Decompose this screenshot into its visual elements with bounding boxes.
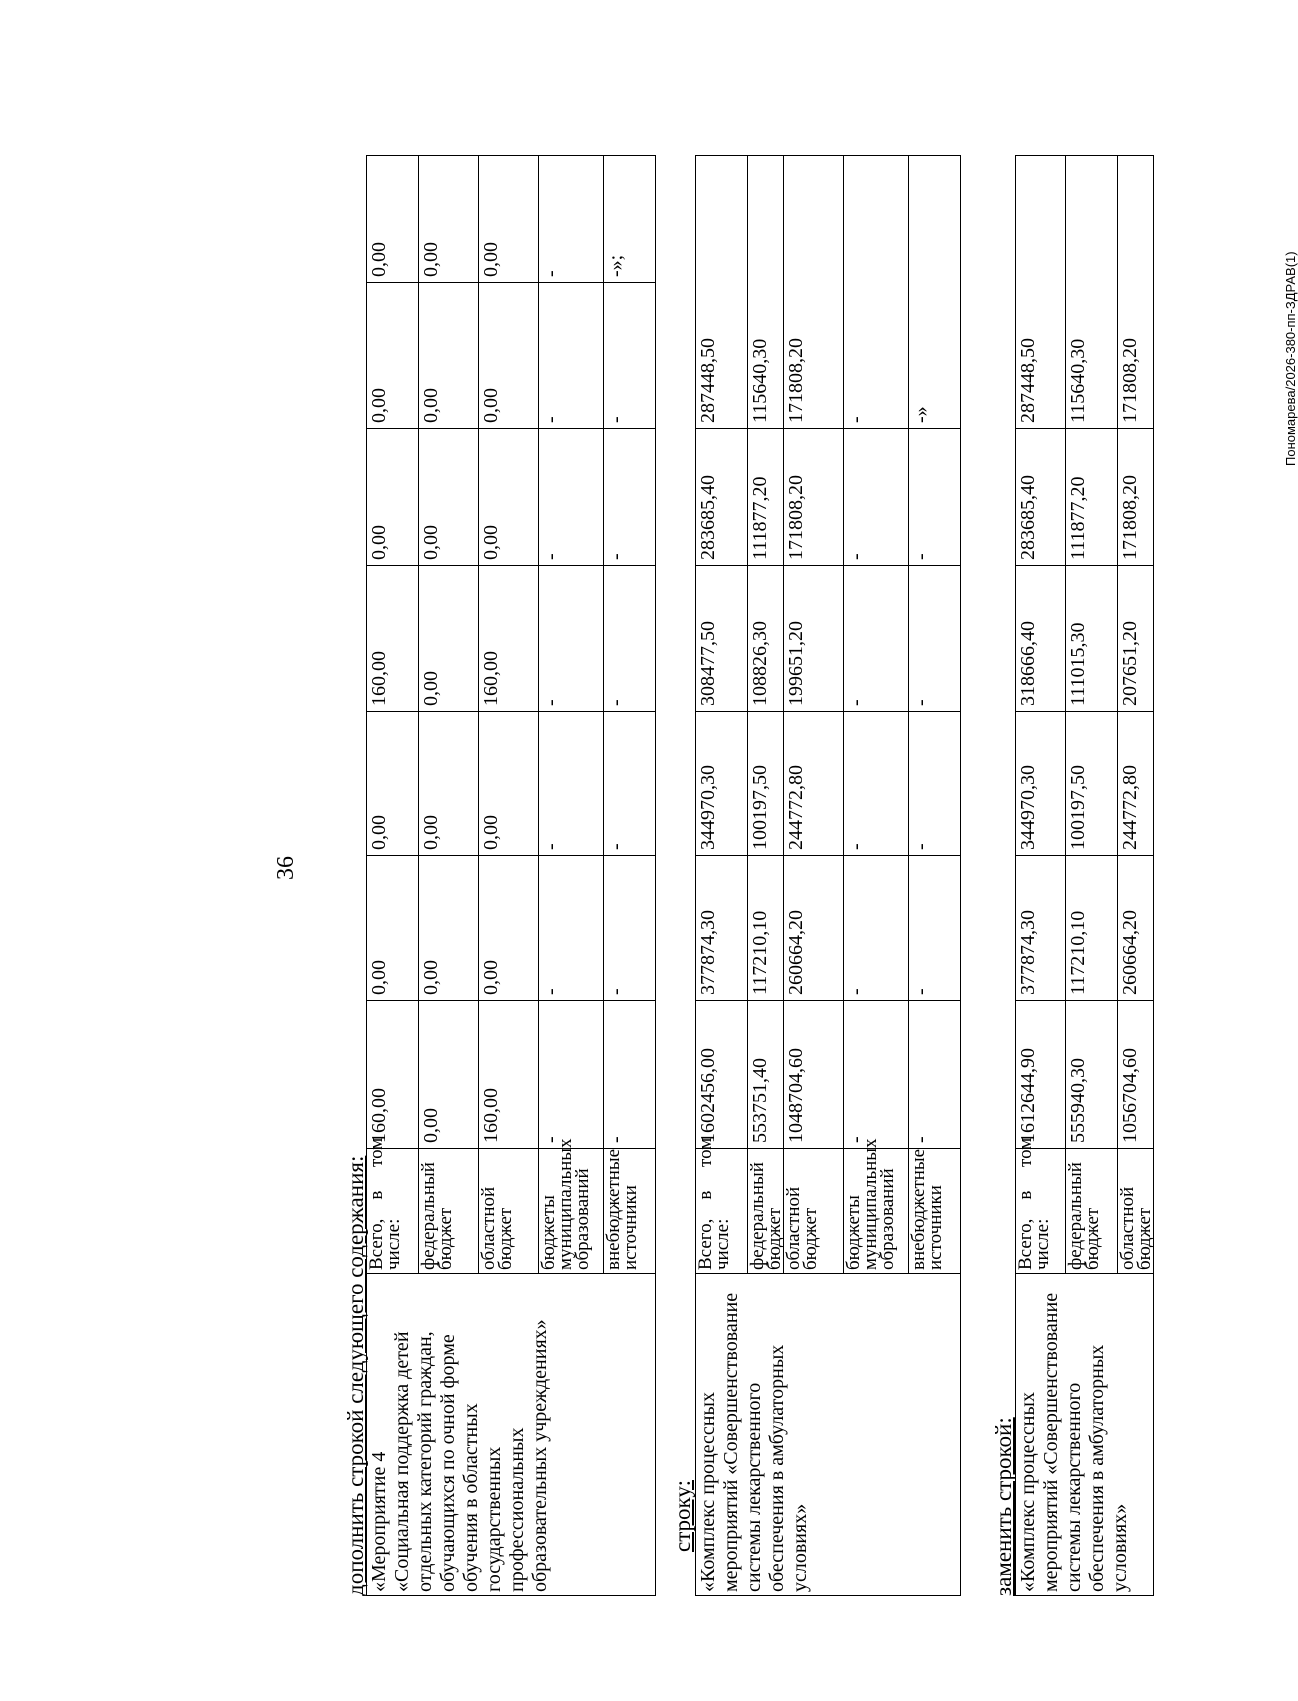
caption-replace: заменить строкой: — [991, 1417, 1016, 1596]
value-cell: - — [539, 1001, 604, 1149]
caption-add: дополнить строкой следующего содержания: — [343, 1155, 368, 1596]
value-cell: 100197,50 — [1066, 712, 1118, 856]
funding-source-cell: Всего, в том числе: — [696, 1149, 748, 1274]
value-cell: 0,00 — [367, 283, 419, 429]
value-cell: - — [844, 712, 909, 856]
funding-source-cell: бюджеты муниципальных образований — [539, 1149, 604, 1274]
value-cell: - — [539, 429, 604, 566]
value-cell: 344970,30 — [1016, 712, 1066, 856]
value-cell: - — [604, 1001, 656, 1149]
value-cell: 160,00 — [479, 1001, 539, 1149]
value-cell: 1612644,90 — [1016, 1001, 1066, 1149]
funding-source-cell: бюджеты муниципальных образований — [844, 1149, 909, 1274]
value-cell: 111877,20 — [1066, 429, 1118, 566]
value-cell: 0,00 — [419, 566, 479, 712]
value-cell: 171808,20 — [1118, 429, 1154, 566]
value-cell: 244772,80 — [1118, 712, 1154, 856]
value-cell: - — [909, 566, 961, 712]
value-cell: 0,00 — [419, 712, 479, 856]
value-cell: - — [844, 429, 909, 566]
value-cell: - — [604, 712, 656, 856]
funding-source-cell: федеральный бюджет — [419, 1149, 479, 1274]
value-cell: 0,00 — [479, 856, 539, 1001]
value-cell: 117210,10 — [1066, 856, 1118, 1001]
value-cell: - — [909, 429, 961, 566]
event-title-cell: «Мероприятие 4 «Социальная поддержка детей отдельных категорий граждан, обучающихся по очной форме обучения в областных государственных профессиональных образовательных учреждениях» — [367, 1274, 656, 1596]
rotated-content — [174, 156, 1298, 1596]
value-cell: 0,00 — [367, 712, 419, 856]
value-cell: 260664,20 — [1118, 856, 1154, 1001]
value-cell: 115640,30 — [748, 156, 784, 429]
value-cell: 207651,20 — [1118, 566, 1154, 712]
value-cell: 111877,20 — [748, 429, 784, 566]
value-cell: 1056704,60 — [1118, 1001, 1154, 1149]
value-cell: 260664,20 — [784, 856, 844, 1001]
value-cell: - — [604, 566, 656, 712]
value-cell: 0,00 — [419, 429, 479, 566]
value-cell: - — [909, 1001, 961, 1149]
funding-source-cell: внебюджетные источники — [604, 1149, 656, 1274]
value-cell: 1602456,00 — [696, 1001, 748, 1149]
event-title-cell: «Комплекс процессных мероприятий «Совершенствование системы лекарственного обеспечения в амбулаторных условиях» — [696, 1274, 961, 1596]
table-replacement-row — [1015, 155, 1154, 1596]
table-old-row — [695, 155, 961, 1596]
value-cell: 377874,30 — [1016, 856, 1066, 1001]
value-cell: 0,00 — [419, 283, 479, 429]
value-cell: 0,00 — [419, 156, 479, 283]
value-cell: -» — [909, 156, 961, 429]
funding-source-cell: Всего, в том числе: — [367, 1149, 419, 1274]
value-cell: 117210,10 — [748, 856, 784, 1001]
value-cell: 308477,50 — [696, 566, 748, 712]
value-cell: 0,00 — [367, 856, 419, 1001]
table-new-row — [366, 155, 656, 1596]
value-cell: 171808,20 — [1118, 156, 1154, 429]
value-cell: 171808,20 — [784, 156, 844, 429]
value-cell: 0,00 — [479, 429, 539, 566]
footer-code: Пономарева/2026-380-пп-ЗДРАВ(1) — [1283, 251, 1298, 466]
value-cell: - — [844, 856, 909, 1001]
value-cell: 555940,30 — [1066, 1001, 1118, 1149]
value-cell: 283685,40 — [696, 429, 748, 566]
value-cell: - — [539, 566, 604, 712]
value-cell: 553751,40 — [748, 1001, 784, 1149]
value-cell: - — [844, 156, 909, 429]
page-number: 36 — [273, 856, 299, 880]
value-cell: 115640,30 — [1066, 156, 1118, 429]
value-cell: 318666,40 — [1016, 566, 1066, 712]
funding-source-cell: областной бюджет — [1118, 1149, 1154, 1274]
value-cell: - — [539, 856, 604, 1001]
value-cell: - — [604, 429, 656, 566]
value-cell: 171808,20 — [784, 429, 844, 566]
value-cell: 0,00 — [367, 156, 419, 283]
table-row — [696, 156, 748, 1596]
value-cell: 244772,80 — [784, 712, 844, 856]
funding-source-cell: областной бюджет — [784, 1149, 844, 1274]
value-cell: 160,00 — [367, 1001, 419, 1149]
value-cell: 199651,20 — [784, 566, 844, 712]
value-cell: 1048704,60 — [784, 1001, 844, 1149]
value-cell: 287448,50 — [1016, 156, 1066, 429]
funding-source-cell: федеральный бюджет — [1066, 1149, 1118, 1274]
value-cell: 108826,30 — [748, 566, 784, 712]
value-cell: 160,00 — [479, 566, 539, 712]
value-cell: - — [844, 1001, 909, 1149]
event-title-cell: «Комплекс процессных мероприятий «Совершенствование системы лекарственного обеспечения в амбулаторных условиях» — [1016, 1274, 1154, 1596]
value-cell: - — [539, 712, 604, 856]
value-cell: -»; — [604, 156, 656, 283]
value-cell: 0,00 — [367, 429, 419, 566]
value-cell: - — [539, 283, 604, 429]
value-cell: 0,00 — [419, 1001, 479, 1149]
value-cell: - — [909, 856, 961, 1001]
value-cell: 287448,50 — [696, 156, 748, 429]
value-cell: 100197,50 — [748, 712, 784, 856]
value-cell: 0,00 — [419, 856, 479, 1001]
funding-source-cell: Всего, в том числе: — [1016, 1149, 1066, 1274]
funding-source-cell: внебюджетные источники — [909, 1149, 961, 1274]
value-cell: 344970,30 — [696, 712, 748, 856]
value-cell: - — [604, 856, 656, 1001]
value-cell: - — [909, 712, 961, 856]
value-cell: 160,00 — [367, 566, 419, 712]
value-cell: - — [539, 156, 604, 283]
value-cell: 111015,30 — [1066, 566, 1118, 712]
funding-source-cell: областной бюджет — [479, 1149, 539, 1274]
value-cell: - — [844, 566, 909, 712]
funding-source-cell: федеральный бюджет — [748, 1149, 784, 1274]
value-cell: 0,00 — [479, 283, 539, 429]
value-cell: 0,00 — [479, 156, 539, 283]
value-cell: - — [604, 283, 656, 429]
caption-row: строку: — [670, 1480, 695, 1552]
table-row — [367, 156, 419, 1596]
value-cell: 377874,30 — [696, 856, 748, 1001]
value-cell: 0,00 — [479, 712, 539, 856]
table-row — [1016, 156, 1066, 1596]
value-cell: 283685,40 — [1016, 429, 1066, 566]
